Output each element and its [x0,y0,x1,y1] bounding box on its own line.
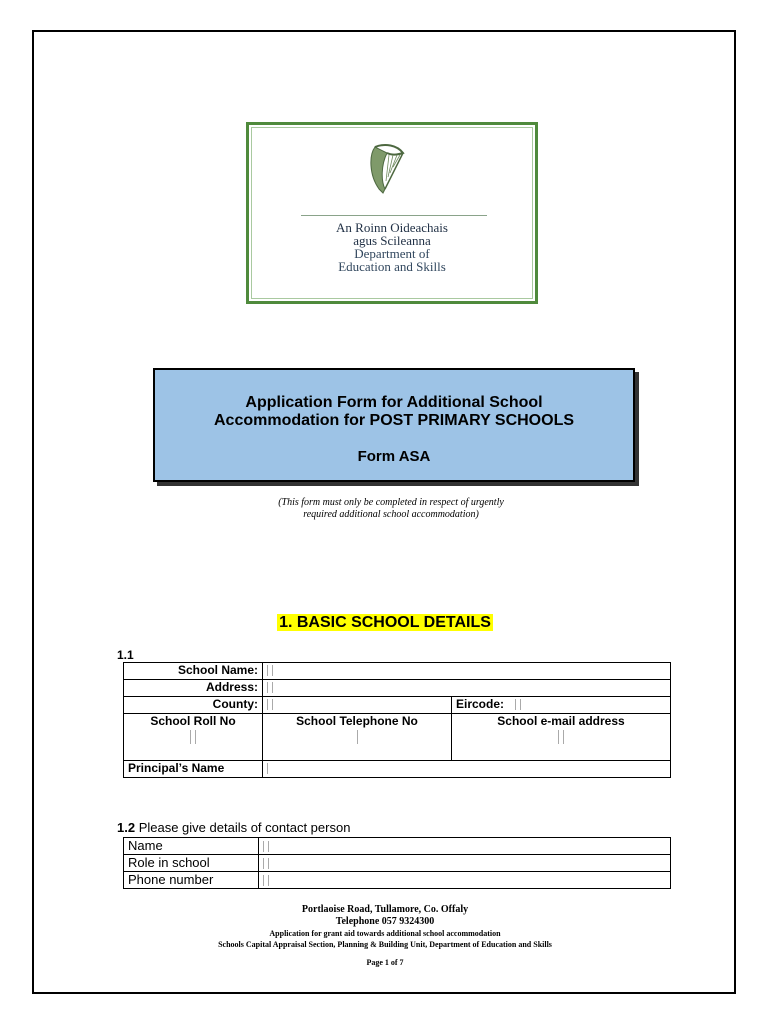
contact-name-field[interactable] [259,838,671,855]
english-name-line2: Education and Skills [338,259,446,274]
contact-person-table [123,837,671,889]
footer-telephone: Telephone 057 9324300 [335,916,435,927]
email-label: School e-mail address [497,714,625,728]
page-footer [0,904,770,967]
form-title-box [153,368,635,482]
irish-name-line1: An Roinn Oideachais [336,220,448,235]
table-row [124,872,671,889]
county-label: County: [124,697,263,714]
subsection-1-2 [117,820,350,835]
eircode-label: Eircode: [456,697,505,711]
table-row [124,697,671,714]
table-row [124,714,671,761]
address-label: Address: [124,680,263,697]
principal-label: Principal’s Name [124,761,263,778]
table-row [124,663,671,680]
contact-role-field[interactable] [259,855,671,872]
text-cursor [190,730,196,744]
school-details-table [123,662,671,778]
text-cursor [263,858,269,869]
roll-no-cell[interactable] [124,714,263,761]
form-note-line2: required additional school accommodation) [303,509,479,520]
table-row [124,680,671,697]
school-name-label: School Name: [124,663,263,680]
harp-icon [367,141,407,197]
footer-address: Portlaoise Road, Tullamore, Co. Offaly [301,904,469,915]
table-row [124,855,671,872]
section-heading-text: 1. BASIC SCHOOL DETAILS [279,614,491,631]
text-cursor [267,699,273,710]
contact-name-label: Name [124,838,259,855]
text-cursor [267,682,273,693]
form-title-line1: Application Form for Additional School [245,394,543,411]
form-title-line2: Accommodation for POST PRIMARY SCHOOLS [213,412,575,429]
page-number: Page 1 of 7 [366,958,404,967]
section-heading [0,614,770,632]
department-logo [246,122,538,304]
subsection-1-2-number: 1.2 [117,820,136,835]
department-name [249,221,535,273]
contact-phone-field[interactable] [259,872,671,889]
form-note-line1: (This form must only be completed in respect of urgently [278,497,504,508]
contact-phone-label: Phone number [124,872,259,889]
table-row [124,838,671,855]
text-cursor [558,730,564,744]
address-field[interactable] [263,680,671,697]
subsection-1-1-number: 1.1 [117,648,134,662]
table-row [124,761,671,778]
english-name-line1: Department of [354,246,430,261]
text-cursor [267,665,273,676]
form-name: Form ASA [357,448,431,465]
roll-no-label: School Roll No [150,714,236,728]
eircode-cell[interactable] [452,697,671,714]
text-cursor [267,763,268,774]
contact-role-label: Role in school [124,855,259,872]
county-field[interactable] [263,697,452,714]
form-note [150,497,632,521]
footer-purpose: Application for grant aid towards additional school accommodation [269,929,501,938]
telephone-cell[interactable] [263,714,452,761]
footer-unit: Schools Capital Appraisal Section, Planning & Building Unit, Department of Education and Skills [218,940,552,949]
telephone-label: School Telephone No [296,714,418,728]
text-cursor [263,875,269,886]
subsection-1-2-text: Please give details of contact person [135,820,351,835]
text-cursor [263,841,269,852]
principal-field[interactable] [263,761,671,778]
text-cursor [515,699,521,710]
school-name-field[interactable] [263,663,671,680]
irish-name-line2: agus Scileanna [353,233,431,248]
email-cell[interactable] [452,714,671,761]
text-cursor [357,730,358,744]
logo-divider [301,215,487,216]
